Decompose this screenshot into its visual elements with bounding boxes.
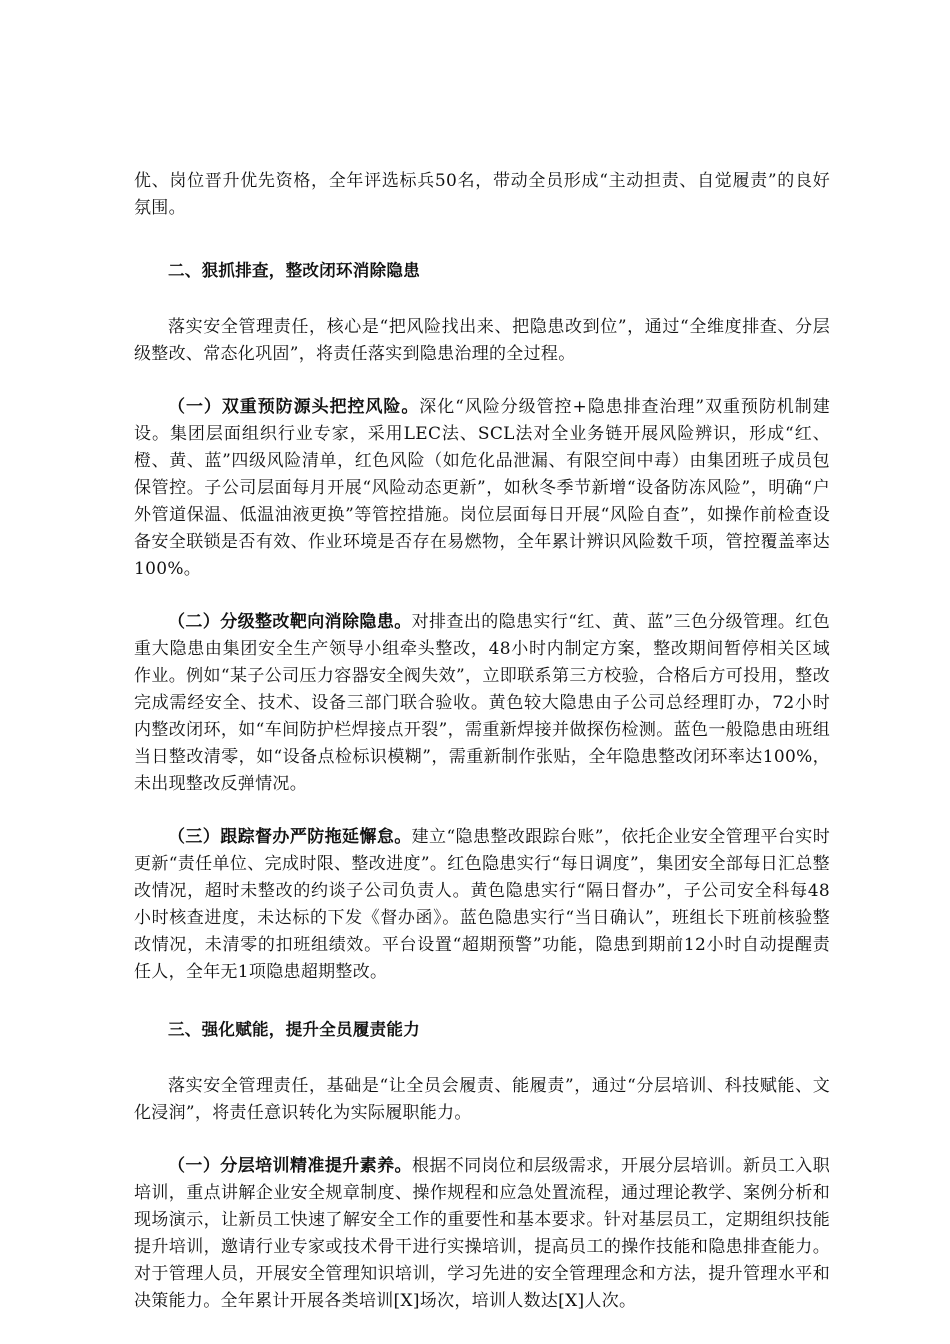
continued-paragraph: 优、岗位晋升优先资格，全年评选标兵50名，带动全员形成“主动担责、自觉履责”的良好氛围。: [134, 171, 830, 218]
subsection-2-1-text: 深化“风险分级管控+隐患排查治理”双重预防机制建设。集团层面组织行业专家，采用LEC法、SCL法对全业务链开展风险辨识，形成“红、橙、黄、蓝”四级风险清单，红色风险（如危化品泄漏、有限空间中毒）由集团班子成员包保管控。子公司层面每月开展“风险动态更新”，如秋冬季节新增“设备防冻风险”，明确“户外管道保温、低温油液更换”等管控措施。岗位层面每日开展“风险自查”，如操作前检查设备安全联锁是否有效、作业环境是否存在易燃物，全年累计辨识风险数千项，管控覆盖率达100%。: [134, 397, 831, 579]
subsection-3-1-title: （一）分层培训精准提升素养。: [168, 1156, 412, 1176]
subsection-2-1: [134, 394, 830, 583]
subsection-2-2-text: 对排查出的隐患实行“红、黄、蓝”三色分级管理。红色重大隐患由集团安全生产领导小组牵头整改，48小时内制定方案，整改期间暂停相关区域作业。例如“某子公司压力容器安全阀失效”，立即联系第三方校验，合格后方可投用，整改完成需经安全、技术、设备三部门联合验收。黄色较大隐患由子公司总经理盯办，72小时内整改闭环，如“车间防护栏焊接点开裂”，需重新焊接并做探伤检测。蓝色一般隐患由班组当日整改清零，如“设备点检标识模糊”，需重新制作张贴，全年隐患整改闭环率达100%，未出现整改反弹情况。: [134, 612, 830, 794]
subsection-2-1-title: （一）双重预防源头把控风险。: [168, 397, 420, 417]
subsection-3-1: [134, 1153, 830, 1315]
subsection-2-3: [134, 824, 830, 986]
section-2-intro: 落实安全管理责任，核心是“把风险找出来、把隐患改到位”，通过“全维度排查、分层级整改、常态化巩固”，将责任落实到隐患治理的全过程。: [134, 317, 830, 364]
subsection-2-2: [134, 609, 830, 798]
subsection-2-2-title: （二）分级整改靶向消除隐患。: [168, 612, 412, 632]
subsection-2-3-text: 建立“隐患整改跟踪台账”，依托企业安全管理平台实时更新“责任单位、完成时限、整改进度”。红色隐患实行“每日调度”，集团安全部每日汇总整改情况，超时未整改的约谈子公司负责人。黄色隐患实行“隔日督办”，子公司安全科每48小时核查进度，未达标的下发《督办函》。蓝色隐患实行“当日确认”，班组长下班前核验整改情况，未清零的扣班组绩效。平台设置“超期预警”功能，隐患到期前12小时自动提醒责任人，全年无1项隐患超期整改。: [134, 827, 830, 982]
section-3-intro: 落实安全管理责任，基础是“让全员会履责、能履责”，通过“分层培训、科技赋能、文化浸润”，将责任意识转化为实际履职能力。: [134, 1076, 830, 1123]
subsection-2-3-title: （三）跟踪督办严防拖延懈怠。: [168, 827, 412, 847]
section-heading-2: 二、狠抓排查，整改闭环消除隐患: [168, 261, 420, 280]
subsection-3-1-text: 根据不同岗位和层级需求，开展分层培训。新员工入职培训，重点讲解企业安全规章制度、操作规程和应急处置流程，通过理论教学、案例分析和现场演示，让新员工快速了解安全工作的重要性和基本要求。针对基层员工，定期组织技能提升培训，邀请行业专家或技术骨干进行实操培训，提高员工的操作技能和隐患排查能力。对于管理人员，开展安全管理知识培训，学习先进的安全管理理念和方法，提升管理水平和决策能力。全年累计开展各类培训[X]场次，培训人数达[X]人次。: [134, 1156, 830, 1311]
document-body: [134, 168, 830, 1315]
section-heading-3: 三、强化赋能，提升全员履责能力: [168, 1020, 420, 1039]
